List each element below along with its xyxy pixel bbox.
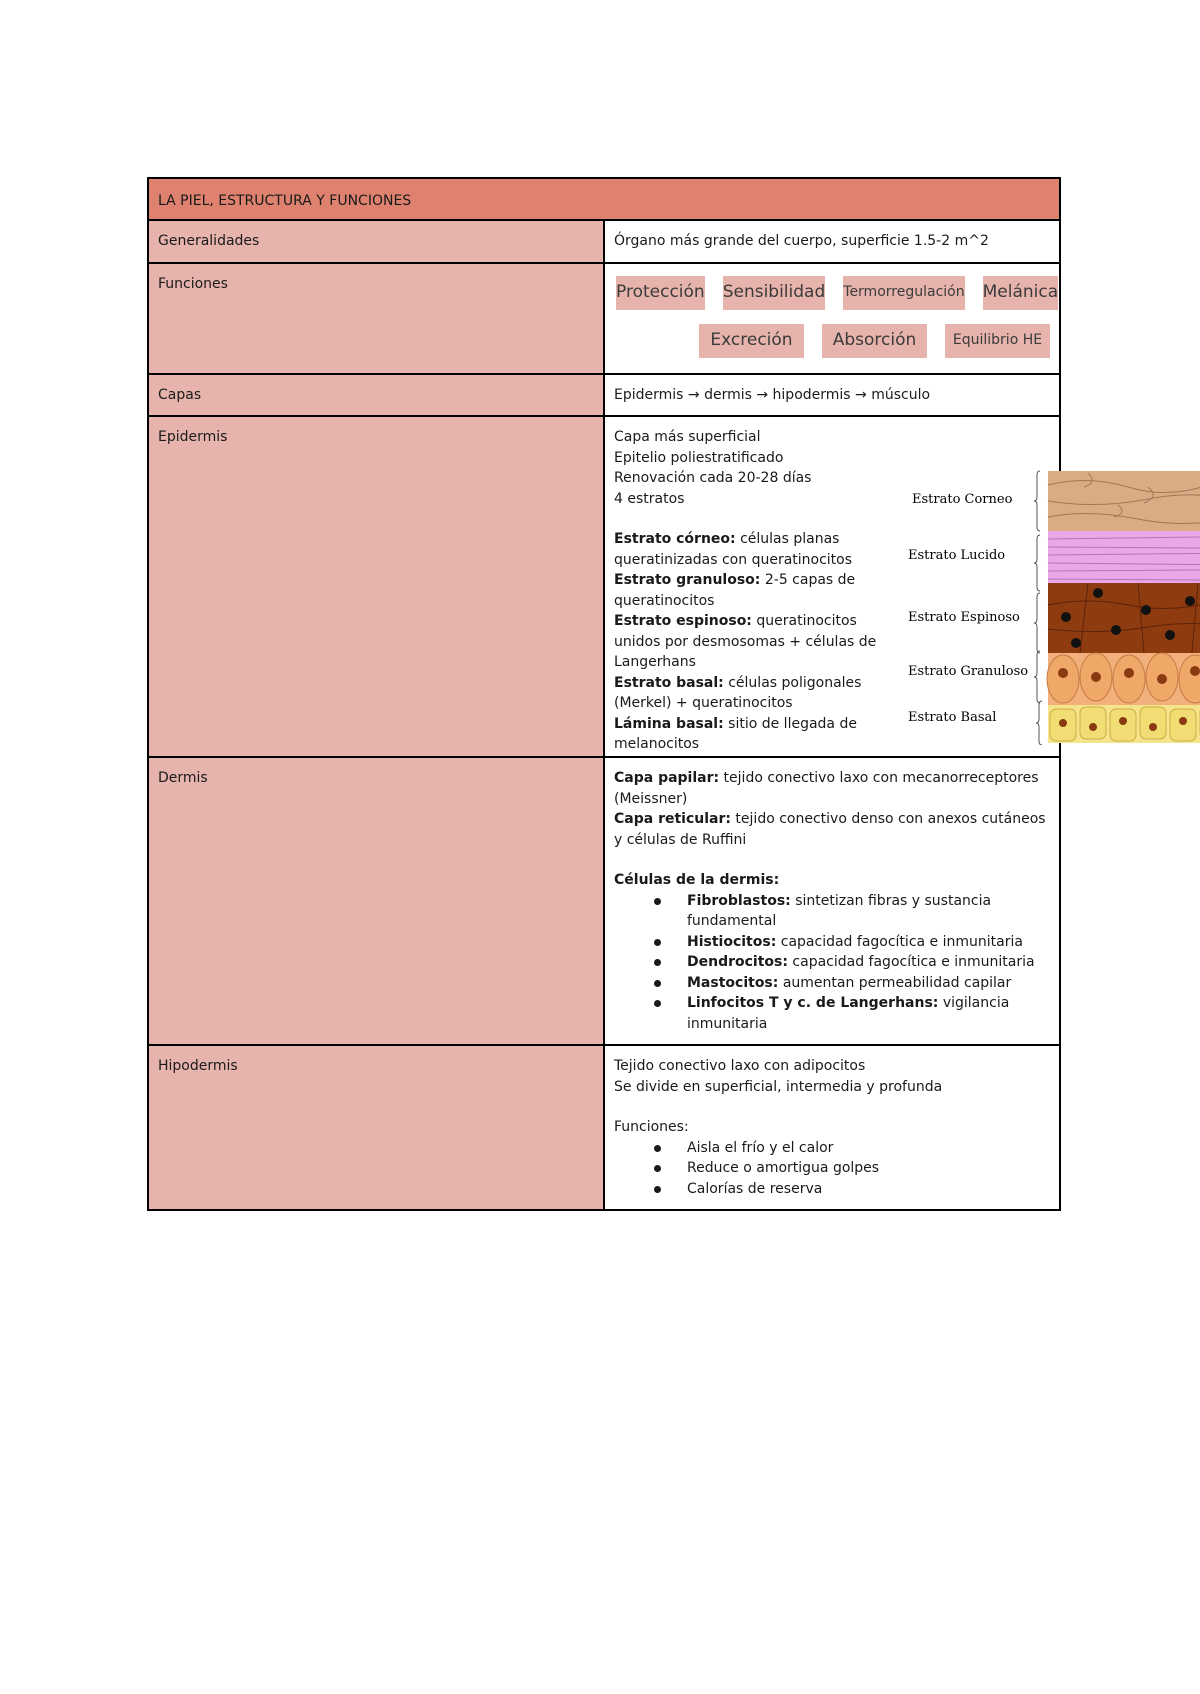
- row-hipodermis: [148, 1045, 1060, 1210]
- dermis-cells-list: [614, 891, 1050, 1035]
- text-line: Renovación cada 20-28 días: [614, 470, 812, 486]
- row-generalidades: [148, 220, 1060, 263]
- list-item: Dendrocitos: capacidad fagocítica e inmunitaria: [672, 952, 1050, 973]
- function-chip: Termorregulación: [843, 276, 964, 310]
- brace-icon: [1034, 471, 1040, 531]
- dermis-layer: Capa reticular: tejido conectivo denso con anexos cutáneos y células de Ruffini: [614, 811, 1046, 848]
- epidermis-cell: [604, 416, 1060, 757]
- text-line: 4 estratos: [614, 490, 685, 507]
- list-item: Linfocitos T y c. de Langerhans: vigilancia inmunitaria: [672, 993, 1050, 1034]
- list-item: Calorías de reserva: [672, 1179, 1050, 1200]
- brace-icon: [1034, 593, 1040, 653]
- stratum-label: Estrato Espinoso: [908, 610, 1020, 625]
- hipodermis-cell: [604, 1045, 1060, 1210]
- row-capas: [148, 374, 1060, 417]
- title-row: [148, 178, 1060, 220]
- cells-heading: Células de la dermis:: [614, 872, 780, 888]
- text-line: Se divide en superficial, intermedia y profunda: [614, 1078, 943, 1095]
- function-chip-row-1: [616, 276, 1059, 310]
- row-content: Órgano más grande del cuerpo, superficie 1.5-2 m^2: [604, 220, 1060, 263]
- functions-cell: [604, 263, 1060, 374]
- function-chip: Sensibilidad: [723, 276, 826, 310]
- stratum-description: Estrato granuloso: 2-5 capas de queratinocitos: [614, 572, 856, 609]
- stratum-granulosum-layer: [1047, 653, 1200, 705]
- row-label: Funciones: [148, 263, 604, 374]
- skin-summary-sheet: [147, 177, 1061, 1211]
- function-chip: Protección: [616, 276, 705, 310]
- row-funciones: [148, 263, 1060, 374]
- brace-icon: [1034, 535, 1040, 591]
- function-chip: Excreción: [699, 324, 804, 358]
- table-title: LA PIEL, ESTRUCTURA Y FUNCIONES: [148, 178, 1060, 220]
- hipodermis-functions-list: [614, 1138, 1050, 1200]
- dermis-layer: Capa papilar: tejido conectivo laxo con mecanorreceptores (Meissner): [614, 770, 1039, 807]
- function-chip: Absorción: [822, 324, 927, 358]
- dermis-cell: [604, 757, 1060, 1045]
- function-chip: Equilibrio HE: [945, 324, 1050, 358]
- stratum-description: Lámina basal: sitio de llegada de melanocitos: [614, 715, 857, 752]
- list-item: Mastocitos: aumentan permeabilidad capilar: [672, 973, 1050, 994]
- row-label: Epidermis: [148, 416, 604, 757]
- text-line: Tejido conectivo laxo con adipocitos: [614, 1058, 866, 1074]
- function-chip-row-2: [616, 324, 1050, 358]
- list-item: Aisla el frío y el calor: [672, 1138, 1050, 1159]
- stratum-corneum-layer: [1048, 471, 1200, 531]
- skin-table: [147, 177, 1061, 1211]
- text-line: Capa más superficial: [614, 429, 761, 445]
- stratum-description: Estrato espinoso: queratinocitos unidos por desmosomas + células de Langerhans: [614, 613, 877, 670]
- row-label: Capas: [148, 374, 604, 417]
- row-label: Generalidades: [148, 220, 604, 263]
- function-chip: Melánica: [983, 276, 1059, 310]
- stratum-basale-layer: [1048, 705, 1200, 743]
- row-content: Epidermis → dermis → hipodermis → músculo: [604, 374, 1060, 417]
- stratum-label: Estrato Basal: [908, 710, 997, 725]
- brace-icon: [1034, 651, 1040, 703]
- text-line: Epitelio poliestratificado: [614, 449, 784, 466]
- stratum-lucidum-layer: [1048, 531, 1200, 583]
- stratum-description: Estrato córneo: células planas queratinizadas con queratinocitos: [614, 531, 853, 568]
- row-epidermis: [148, 416, 1060, 757]
- list-item: Fibroblastos: sintetizan fibras y sustancia fundamental: [672, 891, 1050, 932]
- epidermis-text: [614, 427, 886, 755]
- stratum-label: Estrato Granuloso: [908, 664, 1029, 679]
- list-item: Histiocitos: capacidad fagocítica e inmunitaria: [672, 932, 1050, 953]
- brace-icon: [1036, 701, 1042, 745]
- row-label: Dermis: [148, 757, 604, 1045]
- functions-heading: Funciones:: [614, 1119, 689, 1135]
- stratum-label: Estrato Corneo: [912, 492, 1013, 507]
- row-dermis: [148, 757, 1060, 1045]
- row-label: Hipodermis: [148, 1045, 604, 1210]
- stratum-label: Estrato Lucido: [908, 548, 1006, 563]
- epidermis-strata-illustration: [908, 465, 1200, 745]
- stratum-description: Estrato basal: células poligonales (Merkel) + queratinocitos: [614, 674, 862, 711]
- list-item: Reduce o amortigua golpes: [672, 1158, 1050, 1179]
